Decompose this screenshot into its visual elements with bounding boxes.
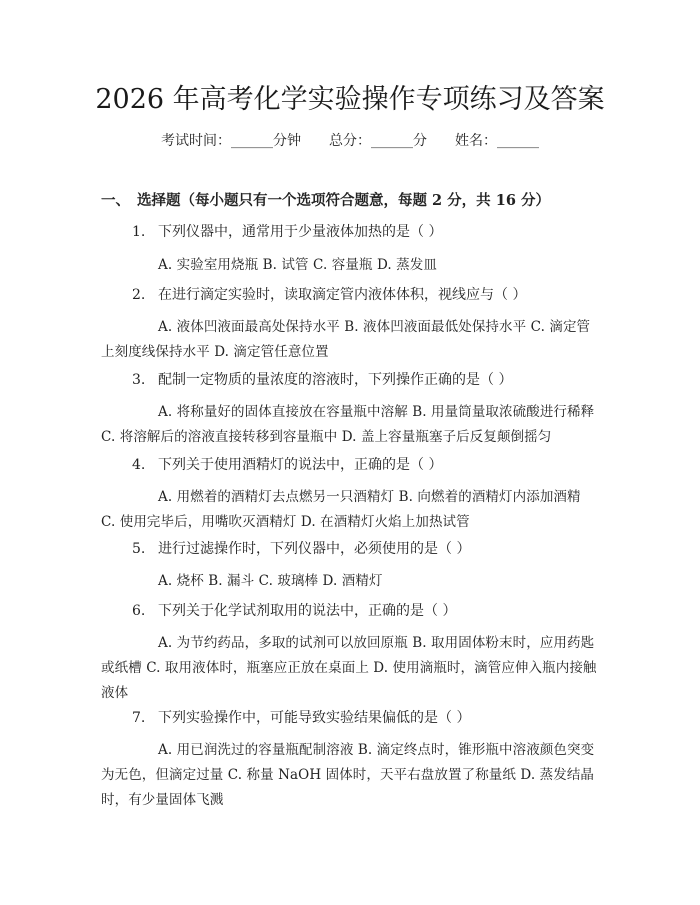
question-text: 在进行滴定实验时，读取滴定管内液体体积，视线应与（ ） xyxy=(158,287,527,303)
question-text: 配制一定物质的量浓度的溶液时，下列操作正确的是（ ） xyxy=(158,372,513,388)
question-text: 进行过滤操作时，下列仪器中，必须使用的是（ ） xyxy=(158,541,471,557)
question-options: A. 烧杯 B. 漏斗 C. 玻璃棒 D. 酒精灯 xyxy=(158,573,383,589)
question-number: 4. xyxy=(132,457,146,473)
question-options: A. 实验室用烧瓶 B. 试管 C. 容量瓶 D. 蒸发皿 xyxy=(158,257,437,273)
question-number: 3. xyxy=(132,372,146,388)
question-stem xyxy=(132,285,526,305)
question-stem xyxy=(132,455,442,475)
question-text: 下列实验操作中，可能导致实验结果偏低的是（ ） xyxy=(158,710,471,726)
question-number: 7. xyxy=(132,710,146,726)
question-options: A. 将称量好的固体直接放在容量瓶中溶解 B. 用量筒量取浓硫酸进行稀释 C. 将溶解后的溶液直接转移到容量瓶中 D. 盖上容量瓶塞子后反复颠倒摇匀 xyxy=(101,404,595,445)
question-stem xyxy=(132,708,470,728)
question-options: A. 用已润洗过的容量瓶配制溶液 B. 滴定终点时，锥形瓶中溶液颜色突变为无色，但滴定过量 C. 称量 NaOH 固体时，天平右盘放置了称量纸 D. 蒸发结晶时，有少量固体飞溅 xyxy=(101,742,595,808)
question-options: A. 用燃着的酒精灯去点燃另一只酒精灯 B. 向燃着的酒精灯内添加酒精 C. 使用完毕后，用嘴吹灭酒精灯 D. 在酒精灯火焰上加热试管 xyxy=(101,489,581,530)
student-name-field: 姓名：______ xyxy=(455,133,539,149)
page-title: 2026 年高考化学实验操作专项练习及答案 xyxy=(95,84,605,115)
section-heading xyxy=(101,191,550,211)
section-title-text: 选择题（每小题只有一个选项符合题意，每题 2 分，共 16 分） xyxy=(137,192,550,209)
exam-time-field: 考试时间：______分钟 xyxy=(161,133,301,149)
question-stem xyxy=(132,539,470,559)
exam-meta xyxy=(0,131,700,151)
question-number: 2. xyxy=(132,287,146,303)
question-number: 1. xyxy=(132,224,146,240)
question-stem xyxy=(132,222,442,242)
question-text: 下列仪器中，通常用于少量液体加热的是（ ） xyxy=(158,224,443,240)
total-score-field: 总分：______分 xyxy=(329,133,427,149)
question-stem xyxy=(132,370,512,390)
question-text: 下列关于使用酒精灯的说法中，正确的是（ ） xyxy=(158,457,443,473)
question-number: 5. xyxy=(132,541,146,557)
question-options: A. 液体凹液面最高处保持水平 B. 液体凹液面最低处保持水平 C. 滴定管上刻度线保持水平 D. 滴定管任意位置 xyxy=(101,319,591,360)
question-stem xyxy=(132,601,456,621)
question-text: 下列关于化学试剂取用的说法中，正确的是（ ） xyxy=(158,603,457,619)
question-number: 6. xyxy=(132,603,146,619)
section-number: 一、 xyxy=(101,192,130,209)
question-options: A. 为节约药品，多取的试剂可以放回原瓶 B. 取用固体粉末时，应用药匙或纸槽 C. 取用液体时，瓶塞应正放在桌面上 D. 使用滴瓶时，滴管应伸入瓶内接触液体 xyxy=(101,635,597,701)
